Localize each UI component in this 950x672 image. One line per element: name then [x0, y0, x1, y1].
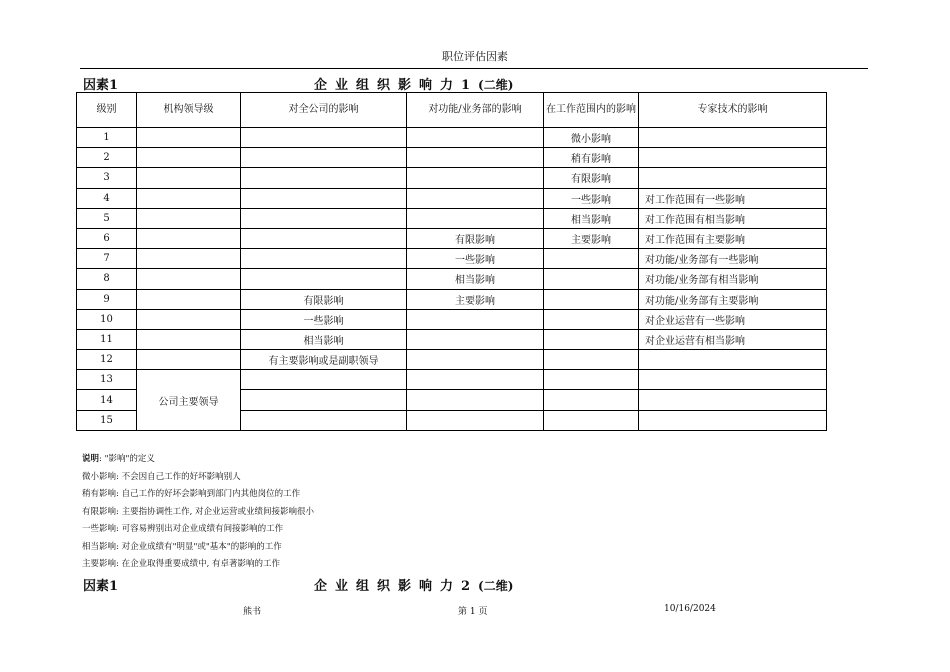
section-title-1-tail: (二维): [478, 78, 514, 92]
cell-department-impact: 相当影响: [407, 269, 544, 289]
cell-expert-impact: [639, 390, 827, 410]
section-title-2: [314, 575, 513, 594]
page-header-title: 职位评估因素: [442, 50, 508, 63]
cell-department-impact: [407, 390, 544, 410]
cell-department-impact: [407, 208, 544, 228]
cell-company-impact: [241, 249, 407, 269]
cell-expert-impact: [639, 148, 827, 168]
notes-lead-rest: : "影响"的定义: [99, 454, 155, 464]
cell-department-impact: [407, 128, 544, 148]
header-leadership: 机构领导级: [137, 93, 241, 128]
cell-company-impact: [241, 128, 407, 148]
cell-level: 1: [77, 128, 137, 148]
cell-expert-impact: 对功能/业务部有一些影响: [639, 249, 827, 269]
cell-expert-impact: 对企业运营有一些影响: [639, 309, 827, 329]
cell-company-impact: [241, 188, 407, 208]
cell-department-impact: [407, 148, 544, 168]
cell-company-impact: 一些影响: [241, 309, 407, 329]
cell-expert-impact: 对功能/业务部有主要影响: [639, 289, 827, 309]
cell-level: 5: [77, 208, 137, 228]
cell-department-impact: [407, 410, 544, 430]
note-item: 微小影响: 不会因自己工作的好坏影响别人: [82, 471, 241, 482]
cell-company-impact: [241, 208, 407, 228]
cell-expert-impact: 对工作范围有一些影响: [639, 188, 827, 208]
cell-scope-impact: [544, 410, 639, 430]
cell-level: 10: [77, 309, 137, 329]
cell-department-impact: [407, 188, 544, 208]
footer-author: 熊书: [243, 607, 262, 617]
footer-date: 10/16/2024: [664, 604, 716, 614]
cell-level: 8: [77, 269, 137, 289]
section-title-2-main: 企业组织影响力2: [314, 579, 479, 594]
cell-scope-impact: [544, 249, 639, 269]
cell-scope-impact: 稍有影响: [544, 148, 639, 168]
header-divider: [80, 68, 868, 69]
cell-level: 9: [77, 289, 137, 309]
section-title-1-main: 企业组织影响力1: [314, 78, 479, 93]
cell-expert-impact: 对工作范围有主要影响: [639, 228, 827, 248]
header-scope-impact: 在工作范围内的影响: [544, 93, 639, 128]
cell-department-impact: 有限影响: [407, 228, 544, 248]
cell-level: 7: [77, 249, 137, 269]
cell-level: 14: [77, 390, 137, 410]
table-row: [77, 309, 827, 329]
table-row: [77, 208, 827, 228]
cell-leadership: [137, 228, 241, 248]
cell-department-impact: [407, 309, 544, 329]
footer-page-number: 第 1 页: [458, 607, 488, 617]
note-item: 相当影响: 对企业成绩有"明显"或"基本"的影响的工作: [82, 541, 282, 552]
cell-scope-impact: 微小影响: [544, 128, 639, 148]
cell-leadership: [137, 148, 241, 168]
cell-expert-impact: 对企业运营有相当影响: [639, 329, 827, 349]
cell-level: 13: [77, 370, 137, 390]
cell-merged-leadership: 公司主要领导: [137, 370, 241, 431]
table-row: [77, 269, 827, 289]
cell-department-impact: 主要影响: [407, 289, 544, 309]
cell-company-impact: [241, 228, 407, 248]
cell-leadership: [137, 329, 241, 349]
note-item: 有限影响: 主要指协调性工作, 对企业运营或业绩间接影响很小: [82, 506, 314, 517]
header-level: 级别: [77, 93, 137, 128]
table-row: [77, 148, 827, 168]
table-row: [77, 128, 827, 148]
factor-label-1: 因素1: [83, 78, 119, 93]
cell-scope-impact: [544, 370, 639, 390]
definitions-notes: [82, 451, 314, 574]
cell-scope-impact: 主要影响: [544, 228, 639, 248]
cell-company-impact: 有限影响: [241, 289, 407, 309]
table-row: [77, 370, 827, 390]
cell-company-impact: [241, 148, 407, 168]
impact-level-table: [76, 92, 827, 431]
note-item: 主要影响: 在企业取得重要成绩中, 有卓著影响的工作: [82, 559, 280, 569]
cell-leadership: [137, 350, 241, 370]
cell-leadership: [137, 249, 241, 269]
cell-expert-impact: 对功能/业务部有相当影响: [639, 269, 827, 289]
cell-company-impact: 相当影响: [241, 329, 407, 349]
cell-leadership: [137, 309, 241, 329]
cell-company-impact: 有主要影响或是副职领导: [241, 350, 407, 370]
cell-expert-impact: [639, 128, 827, 148]
table-row: [77, 289, 827, 309]
cell-expert-impact: [639, 168, 827, 188]
cell-leadership: [137, 269, 241, 289]
cell-scope-impact: [544, 329, 639, 349]
cell-company-impact: [241, 410, 407, 430]
table-row: [77, 188, 827, 208]
table-header-row: [77, 93, 827, 128]
cell-department-impact: [407, 350, 544, 370]
cell-company-impact: [241, 269, 407, 289]
cell-leadership: [137, 208, 241, 228]
cell-level: 3: [77, 168, 137, 188]
cell-scope-impact: 有限影响: [544, 168, 639, 188]
cell-department-impact: 一些影响: [407, 249, 544, 269]
cell-level: 6: [77, 228, 137, 248]
notes-heading: [82, 451, 314, 469]
cell-company-impact: [241, 390, 407, 410]
cell-department-impact: [407, 370, 544, 390]
notes-lead: 说明: [82, 454, 100, 464]
cell-expert-impact: [639, 370, 827, 390]
note-item: 一些影响: 可容易辨别出对企业成绩有间接影响的工作: [82, 524, 284, 534]
cell-level: 2: [77, 148, 137, 168]
cell-expert-impact: 对工作范围有相当影响: [639, 208, 827, 228]
cell-scope-impact: [544, 390, 639, 410]
header-expert-impact: 专家技术的影响: [639, 93, 827, 128]
cell-level: 15: [77, 410, 137, 430]
section-title-1: [314, 74, 513, 93]
cell-scope-impact: [544, 309, 639, 329]
table-row: [77, 168, 827, 188]
header-department-impact: 对功能/业务部的影响: [407, 93, 544, 128]
header-company-impact: 对全公司的影响: [241, 93, 407, 128]
cell-leadership: [137, 188, 241, 208]
cell-scope-impact: 一些影响: [544, 188, 639, 208]
cell-scope-impact: [544, 269, 639, 289]
section-title-2-tail: (二维): [478, 579, 514, 593]
table-row: [77, 329, 827, 349]
cell-department-impact: [407, 168, 544, 188]
cell-company-impact: [241, 370, 407, 390]
table-row: [77, 350, 827, 370]
table-row: [77, 249, 827, 269]
cell-level: 12: [77, 350, 137, 370]
cell-level: 4: [77, 188, 137, 208]
cell-expert-impact: [639, 410, 827, 430]
cell-leadership: [137, 128, 241, 148]
table-row: [77, 228, 827, 248]
cell-leadership: [137, 289, 241, 309]
note-item: 稍有影响: 自己工作的好坏会影响到部门内其他岗位的工作: [82, 489, 301, 499]
cell-scope-impact: 相当影响: [544, 208, 639, 228]
cell-expert-impact: [639, 350, 827, 370]
cell-leadership: [137, 168, 241, 188]
cell-scope-impact: [544, 289, 639, 309]
cell-level: 11: [77, 329, 137, 349]
factor-label-2: 因素1: [83, 579, 119, 594]
cell-scope-impact: [544, 350, 639, 370]
cell-department-impact: [407, 329, 544, 349]
cell-company-impact: [241, 168, 407, 188]
